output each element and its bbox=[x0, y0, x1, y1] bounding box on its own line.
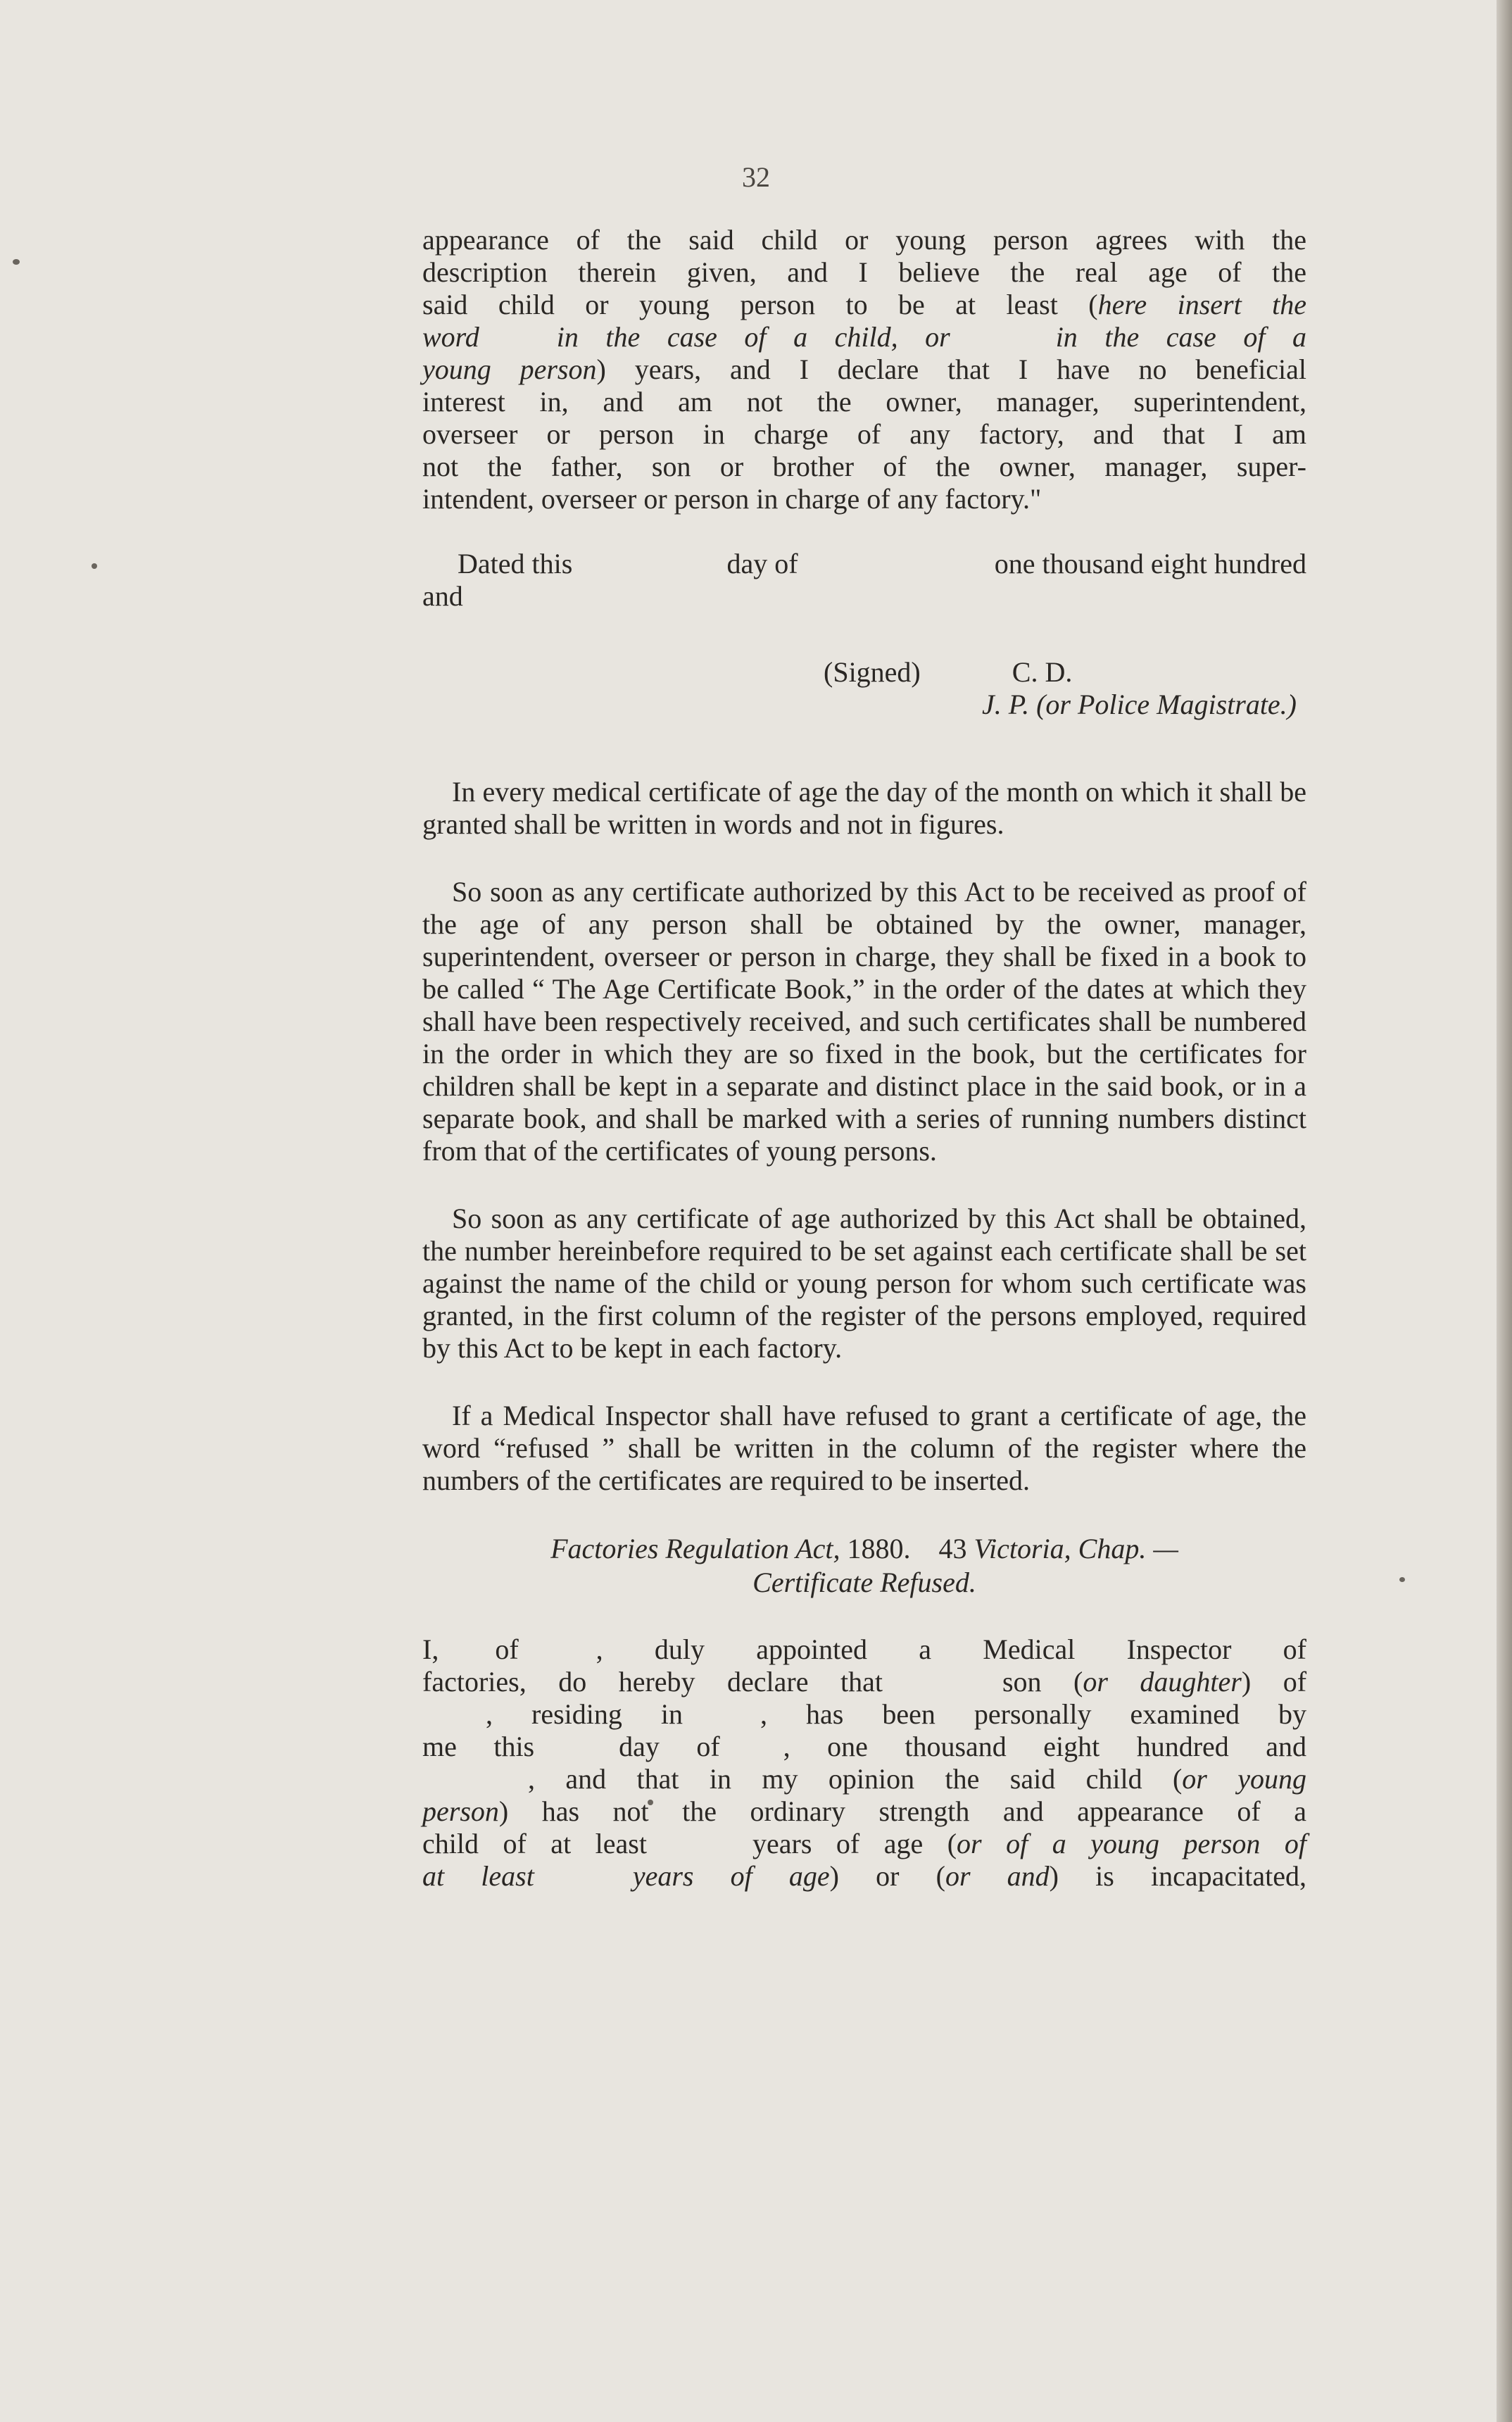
text-line bbox=[422, 289, 1306, 321]
form-line bbox=[422, 1633, 1306, 1666]
italic-fragment: young person bbox=[422, 353, 597, 385]
signature-row bbox=[422, 656, 1306, 689]
text-line: interest in, and am not the owner, manager, superintendent, bbox=[422, 386, 1306, 418]
text-line: description therein given, and I believe the real age of the bbox=[422, 256, 1306, 288]
text-fragment: , has been personally examined by bbox=[760, 1698, 1307, 1730]
text-line: appearance of the said child or young person agrees with the bbox=[422, 224, 1306, 256]
text-line: intendent, overseer or person in charge of any factory." bbox=[422, 483, 1042, 515]
act-heading-line bbox=[422, 1532, 1306, 1566]
text-fragment: ) is incapacitated, bbox=[1049, 1860, 1306, 1892]
page-edge bbox=[1497, 0, 1512, 2422]
signer-name: C. D. bbox=[1012, 656, 1073, 688]
text-fragment: ) has not the ordinary strength and appearance of a bbox=[498, 1795, 1306, 1827]
act-year: 1880. bbox=[847, 1533, 911, 1564]
form-line bbox=[422, 1763, 1306, 1795]
speck-mark bbox=[92, 563, 97, 569]
register-number-paragraph: So soon as any certificate of age authorized by this Act shall be obtained, the number hereinbefore required to be set against each certificate shall be set against the name of the child or young person for whom such certificate was granted, in the first column of the register of the persons employed, required by this Act to be kept in each factory. bbox=[422, 1203, 1306, 1364]
italic-fragment: or of a young person of bbox=[957, 1828, 1307, 1859]
form-line bbox=[422, 1795, 1306, 1828]
form-line bbox=[422, 1731, 1306, 1763]
italic-fragment: at least bbox=[422, 1860, 534, 1892]
text-line: overseer or person in charge of any factory, and that I am bbox=[422, 418, 1306, 450]
text-fragment: child of at least bbox=[422, 1828, 647, 1859]
dated-this-label: Dated this bbox=[458, 548, 573, 579]
text-fragment: , and that in my opinion the said child ( bbox=[528, 1763, 1183, 1795]
text-line bbox=[422, 353, 1306, 386]
italic-fragment: or daughter bbox=[1083, 1666, 1242, 1698]
refusal-form bbox=[422, 1633, 1306, 1893]
act-number: 43 bbox=[938, 1533, 967, 1564]
italic-fragment: in the case of a child, or bbox=[556, 321, 950, 353]
text-fragment: of bbox=[495, 1633, 519, 1665]
text-fragment: , residing in bbox=[486, 1698, 683, 1730]
text-fragment: day of bbox=[619, 1731, 720, 1762]
act-title: Factories Regulation Act, bbox=[550, 1533, 840, 1564]
form-line bbox=[422, 1828, 1306, 1860]
form-line bbox=[422, 1666, 1306, 1698]
page-number: 32 bbox=[742, 161, 770, 193]
dated-row bbox=[422, 548, 1306, 580]
text-fragment: said child or young person to be at least ( bbox=[422, 289, 1098, 320]
italic-fragment: or and bbox=[945, 1860, 1050, 1892]
text-line: not the father, son or brother of the owner, manager, super- bbox=[422, 451, 1306, 482]
text-fragment: ) of bbox=[1241, 1666, 1307, 1698]
text-fragment: , one thousand eight hundred and bbox=[783, 1731, 1306, 1762]
day-of-label: day of bbox=[726, 548, 798, 579]
text-fragment: ) or ( bbox=[829, 1860, 945, 1892]
italic-fragment: in the case of a bbox=[1055, 321, 1306, 353]
text-fragment: son ( bbox=[1002, 1666, 1083, 1698]
text-fragment: me this bbox=[422, 1731, 535, 1762]
year-label: one thousand eight hundred bbox=[994, 548, 1306, 579]
italic-fragment: or young bbox=[1182, 1763, 1306, 1795]
signer-title: J. P. (or Police Magistrate.) bbox=[982, 689, 1297, 720]
italic-fragment: person bbox=[422, 1795, 499, 1827]
signed-label: (Signed) bbox=[824, 656, 921, 688]
text-fragment: years of age ( bbox=[752, 1828, 957, 1859]
declaration-paragraph bbox=[422, 224, 1306, 515]
refused-certificate-paragraph: If a Medical Inspector shall have refused to grant a certificate of age, the word “refused ” shall be written in the column of the register where the numbers of the certificates are required to be inserted. bbox=[422, 1400, 1306, 1496]
act-chapter: Victoria, Chap. — bbox=[974, 1533, 1178, 1564]
italic-fragment: here insert the bbox=[1097, 289, 1307, 320]
form-line bbox=[422, 1698, 1306, 1731]
day-of-month-paragraph: In every medical certificate of age the day of the month on which it shall be granted shall be written in words and not in figures. bbox=[422, 776, 1306, 840]
age-certificate-book-paragraph: So soon as any certificate authorized by this Act to be received as proof of the age of any person shall be obtained by the owner, manager, superintendent, overseer or person in charge, they shall be fixed in a book to be called “ The Age Certificate Book,” in the order of the dates at which they shall have been respectively received, and such certificates shall be numbered in the order in which they are so fixed in the book, but the certificates for children shall be kept in a separate and distinct place in the said book, or in a separate book, and shall be marked with a series of running numbers distinct from that of the certificates of young persons. bbox=[422, 876, 1306, 1167]
dated-block bbox=[422, 548, 1306, 613]
italic-fragment: years of age bbox=[632, 1860, 830, 1892]
italic-fragment: word bbox=[422, 321, 479, 353]
speck-mark bbox=[13, 259, 20, 265]
text-line bbox=[422, 321, 1306, 353]
act-heading bbox=[422, 1532, 1306, 1600]
form-title: Certificate Refused. bbox=[752, 1567, 976, 1598]
speck-mark bbox=[1399, 1577, 1405, 1582]
text-fragment: factories, do hereby declare that bbox=[422, 1666, 883, 1698]
form-line bbox=[422, 1860, 1306, 1893]
text-fragment: ) years, and I declare that I have no beneficial bbox=[596, 353, 1307, 385]
and-label: and bbox=[422, 580, 463, 612]
document-body bbox=[422, 224, 1306, 1893]
text-fragment: , duly appointed a Medical Inspector of bbox=[596, 1633, 1306, 1665]
text-fragment: I, bbox=[422, 1633, 439, 1665]
